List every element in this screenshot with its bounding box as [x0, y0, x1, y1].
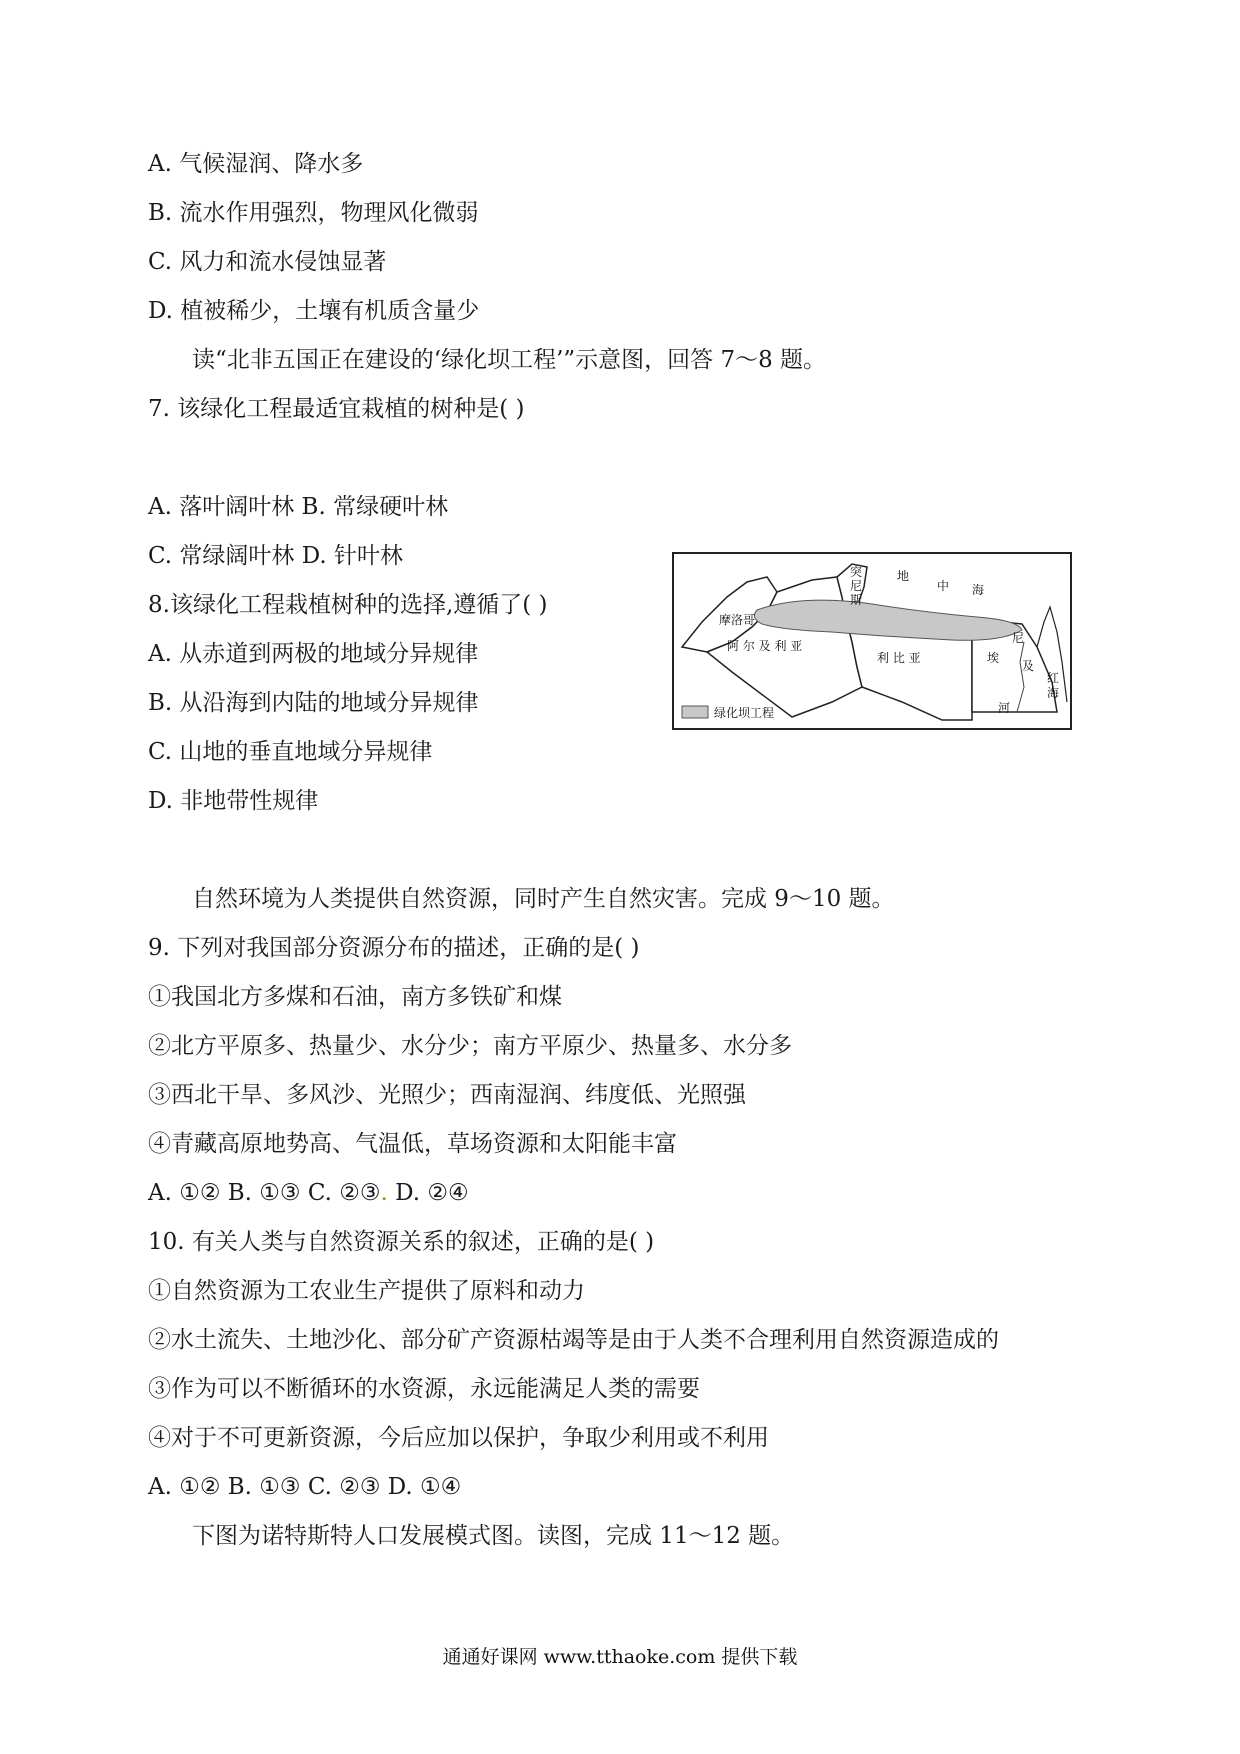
- q8-stem: 8.该绿化工程栽植树种的选择,遵循了( ): [148, 592, 548, 618]
- q10-item-3: ③作为可以不断循环的水资源，永远能满足人类的需要: [148, 1376, 700, 1402]
- q8-option-b: B. 从沿海到内陆的地域分异规律: [148, 690, 479, 716]
- q9-options-d: D. ②④: [387, 1180, 469, 1206]
- label-med-2: 中: [937, 579, 950, 593]
- label-river: 河: [998, 701, 1011, 715]
- legend-swatch: [682, 706, 708, 718]
- north-africa-green-belt-map: [672, 552, 1072, 730]
- q7-options-row2: C. 常绿阔叶林 D. 针叶林: [148, 543, 403, 569]
- intro-11-12: 下图为诺特斯特人口发展模式图。读图，完成 11～12 题。: [192, 1523, 795, 1549]
- q9-item-1: ①我国北方多煤和石油，南方多铁矿和煤: [148, 984, 562, 1010]
- label-med-1: 地: [897, 569, 910, 583]
- label-tunisia-3: 斯: [850, 593, 863, 607]
- q6-option-a: A. 气候湿润、降水多: [148, 151, 364, 177]
- label-tunisia-2: 尼: [850, 579, 863, 593]
- q8-option-a: A. 从赤道到两极的地域分异规律: [148, 641, 479, 667]
- q10-item-1: ①自然资源为工农业生产提供了原料和动力: [148, 1278, 585, 1304]
- q7-options-row1: A. 落叶阔叶林 B. 常绿硬叶林: [148, 494, 449, 520]
- label-morocco: 摩洛哥: [719, 613, 756, 627]
- q6-option-b: B. 流水作用强烈，物理风化微弱: [148, 200, 479, 226]
- label-tunisia-1: 突: [850, 565, 863, 579]
- q7-stem: 7. 该绿化工程最适宜栽植的树种是( ): [148, 396, 525, 422]
- q8-option-d: D. 非地带性规律: [148, 788, 319, 814]
- label-algeria: 阿 尔 及 利 亚: [727, 639, 803, 653]
- q8-option-c: C. 山地的垂直地域分异规律: [148, 739, 433, 765]
- label-egypt-2: 及: [1022, 659, 1035, 673]
- label-egypt-1: 埃: [987, 651, 1000, 665]
- intro-7-8: 读“北非五国正在建设的‘绿化坝工程’”示意图，回答 7～8 题。: [192, 347, 827, 373]
- q9-item-3: ③西北干旱、多风沙、光照少；西南湿润、纬度低、光照强: [148, 1082, 746, 1108]
- label-libya: 利 比 亚: [877, 651, 921, 665]
- q9-stem: 9. 下列对我国部分资源分布的描述，正确的是( ): [148, 935, 640, 961]
- q6-option-d: D. 植被稀少，土壤有机质含量少: [148, 298, 480, 324]
- q9-options: [148, 1178, 469, 1208]
- q10-item-4: ④对于不可更新资源，今后应加以保护，争取少利用或不利用: [148, 1425, 769, 1451]
- q10-stem: 10. 有关人类与自然资源关系的叙述，正确的是( ): [148, 1229, 655, 1255]
- q9-options-abc: A. ①② B. ①③ C. ②③: [148, 1180, 381, 1206]
- intro-9-10: 自然环境为人类提供自然资源，同时产生自然灾害。完成 9～10 题。: [192, 886, 895, 912]
- label-red-sea-2: 海: [1047, 686, 1060, 700]
- label-red-sea-1: 红: [1047, 671, 1060, 685]
- q10-item-2: ②水土流失、土地沙化、部分矿产资源枯竭等是由于人类不合理利用自然资源造成的: [148, 1327, 999, 1353]
- page-footer: 通通好课网 www.tthaoke.com 提供下载: [442, 1646, 798, 1668]
- legend-label: 绿化坝工程: [714, 706, 775, 720]
- q6-option-c: C. 风力和流水侵蚀显著: [148, 249, 387, 275]
- q10-options: A. ①② B. ①③ C. ②③ D. ①④: [148, 1474, 462, 1500]
- q9-options-dot: .: [380, 1180, 388, 1206]
- label-med-3: 海: [972, 583, 985, 597]
- q9-item-2: ②北方平原多、热量少、水分少；南方平原少、热量多、水分多: [148, 1033, 792, 1059]
- q9-item-4: ④青藏高原地势高、气温低，草场资源和太阳能丰富: [148, 1131, 677, 1157]
- label-nile: 尼: [1012, 631, 1025, 645]
